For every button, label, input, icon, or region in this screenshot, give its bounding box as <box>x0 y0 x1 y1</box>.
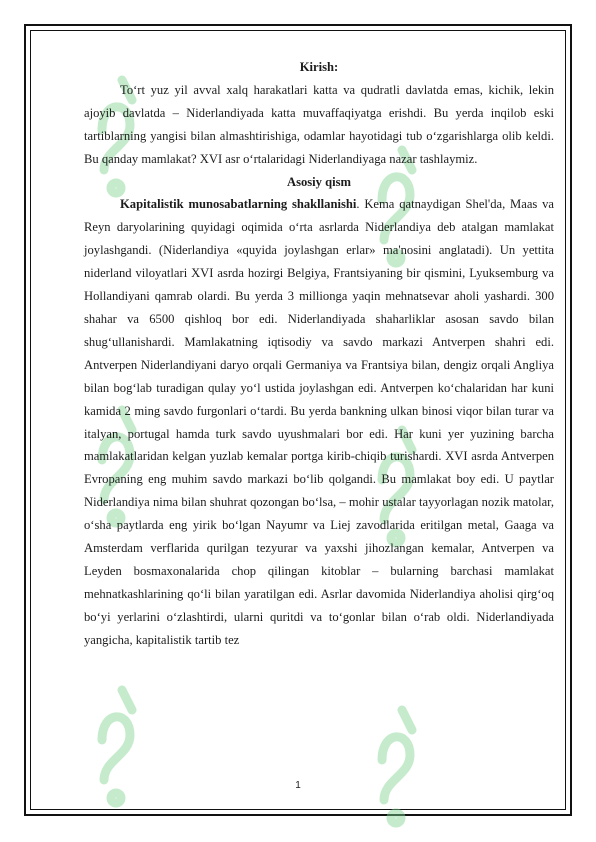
heading-main: Asosiy qism <box>286 174 352 189</box>
main-paragraph-body: . Kema qatnaydigan Shel'da, Maas va Reyn daryolarining quyidagi oqimida o‘rta asrlarda Niderlandiya deb atalgan mamlakat joylashgandi. (Niderlandiya «quyida joylashgan erlar» ma'nosini anglatadi). Un yettita niderland viloyatlari XVI asrda hozirgi Belgiya, Frantsiyaning bir qismini, Lyuksemburg va Hollandiyani qamrab olardi. Bu yerda 3 millionga yaqin mehnatsevar aholi yashardi. 300 shahar va 6500 qishloq bor edi. Niderlandiyada shaharliklar asosan savdo bilan shug‘ullanishardi. Mamlakatning iqtisodiy va savdo markazi Antverpen shahri edi. Antverpen Niderlandiyani daryo orqali Germaniya va Frantsiya bilan, dengiz orqali Angliya bilan bog‘lab turadigan qulay yo‘l ustida joylashgan edi. Antverpen ko‘chalaridan har kuni kamida 2 ming savdo furgonlari o‘tardi. Bu yerda bankning ulkan binosi viqor bilan turar va italyan, portugal hamda turk savdo uyushmalari bor edi. Har kuni yer yuzining barcha mamlakatlaridan kelgan yuzlab kemalar portga kirib-chiqib turishardi. XVI asrda Antverpen Evropaning eng muhim savdo markazi bo‘lib qolgandi. Bu mamlakat boy edi. U paytlar Niderlandiya nima bilan shuhrat qozongan bo‘lsa, – mohir ustalar tayyorlagan nozik matolar, o‘sha paytlarda eng yirik bo‘lgan Nayumr va Liej zavodlarida eritilgan metal, Gaaga va Amsterdam verflarida qurilgan tezyurar va yaxshi jihozlangan kemalar, Antverpen va Leyden bosmaxonalarida chop qilingan kitoblar – bularning barchasi mamlakat mehnatkashlarining qo‘li bilan yaratilgan edi. Asrlar davomida Niderlandiya aholisi qirg‘oq bo‘yi yerlarini o‘zlashtirdi, ularni quritdi va to‘gonlar bilan o‘rab oldi. Niderlandiyada yangicha, kapitalistik tartib tez <box>84 197 554 647</box>
main-paragraph-lead: Kapitalistik munosabatlarning shakllanishi <box>120 197 357 212</box>
page-number: 1 <box>295 780 301 791</box>
intro-paragraph: To‘rt yuz yil avval xalq harakatlari katta va qudratli davlatda emas, kichik, lekin ajoyib davlatda – Niderlandiyada katta muvaffaqiyatga erishdi. Bu yerda inqilob eski tartiblarning yangisi bilan almashtirishiga, odamlar hayotidagi tub o‘zgarishlarga olib keldi. Bu qanday mamlakat? XVI asr o‘rtalaridagi Niderlandiyaga nazar tashlaymiz. <box>84 82 554 166</box>
document-body <box>84 56 554 652</box>
watermark-logo <box>372 700 420 830</box>
heading-intro: Kirish: <box>299 60 339 74</box>
main-paragraph <box>84 193 554 651</box>
